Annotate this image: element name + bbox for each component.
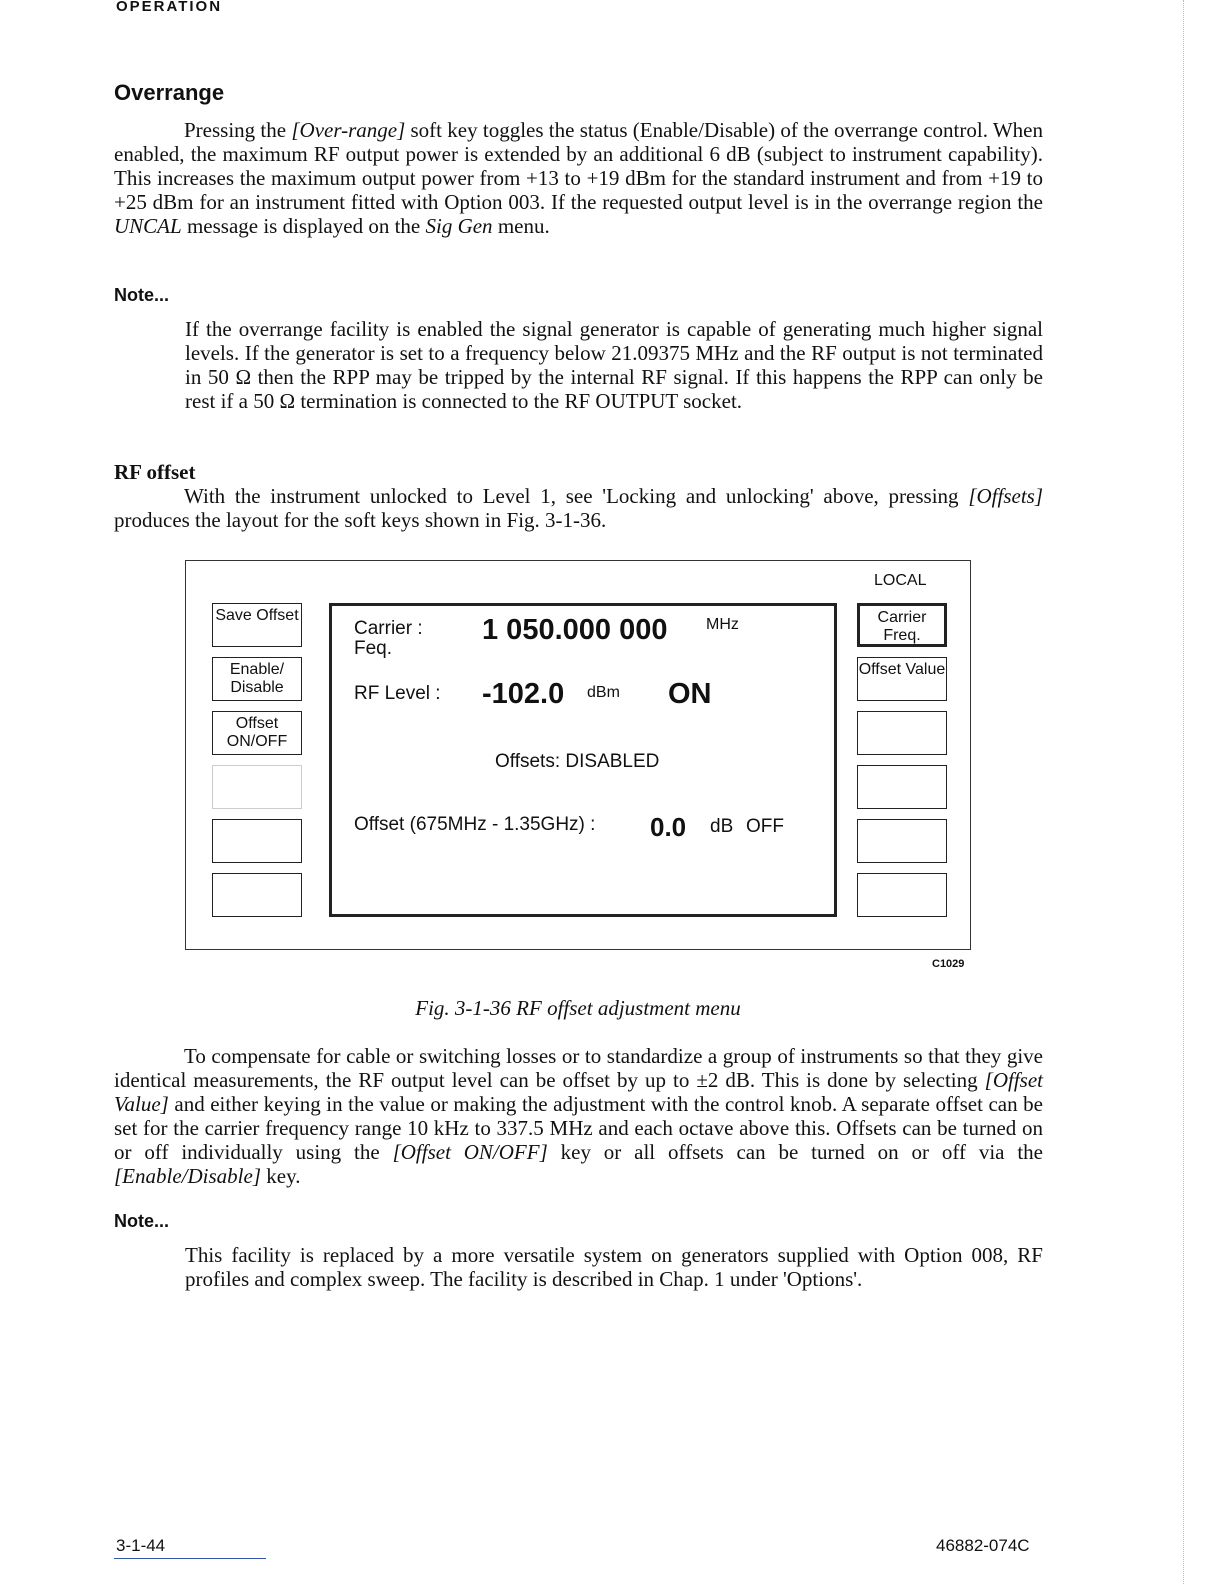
blank-softkey[interactable]	[857, 711, 947, 755]
text-run: With the instrument unlocked to Level 1, see 'Locking and unlocking' above, pressing	[184, 484, 969, 508]
figure-caption: Fig. 3-1-36 RF offset adjustment menu	[415, 996, 741, 1020]
enable-disable-ref: [Enable/Disable]	[114, 1164, 261, 1188]
text-run: Pressing the	[184, 118, 292, 142]
rf-offset-paragraph	[114, 484, 1043, 532]
text-run: message is displayed on the	[181, 214, 426, 238]
text-run: key.	[261, 1164, 301, 1188]
rf-output-state: ON	[668, 678, 712, 710]
text-run: To compensate for cable or switching losses or to standardize a group of instruments so that they give identical measurements, the RF output level can be offset by up to ±2 dB. This is done by selecting	[114, 1044, 1043, 1092]
figure-code: C1029	[932, 958, 965, 970]
display-screen	[329, 603, 837, 917]
overrange-paragraph	[114, 118, 1043, 238]
note-label: Note...	[114, 285, 170, 305]
carrier-frequency-value: 1 050.000 000	[482, 614, 668, 646]
offset-value: 0.0	[650, 812, 687, 842]
compensate-paragraph	[114, 1044, 1043, 1188]
note-text: If the overrange facility is enabled the signal generator is capable of generating much higher signal levels. If the generator is set to a frequency below 21.09375 MHz and the RF output is not terminated in 50 Ω then the RPP may be tripped by the internal RF signal. If this happens the RPP can only be rest if a 50 Ω termination is connected to the RF OUTPUT socket.	[185, 317, 1043, 413]
document-number: 46882-074C	[936, 1536, 1030, 1555]
offset-value-ref: [Offset Value]	[114, 1068, 1043, 1116]
offset-on-off-softkey[interactable]: Offset ON/OFF	[212, 711, 302, 755]
sig-gen-ref: Sig Gen	[425, 214, 493, 238]
section-title-overrange: Overrange	[114, 80, 225, 105]
scan-edge	[1183, 0, 1185, 1584]
blank-softkey[interactable]	[857, 819, 947, 863]
blank-softkey[interactable]	[212, 765, 302, 809]
offset-value-softkey[interactable]: Offset Value	[857, 657, 947, 701]
note-label: Note...	[114, 1211, 170, 1231]
offset-on-off-ref: [Offset ON/OFF]	[392, 1140, 548, 1164]
footer-rule	[114, 1558, 266, 1559]
rf-level-value: -102.0	[482, 678, 565, 710]
text-run: and either keying in the value or making the adjustment with the control knob. A separate offset can be set for the carrier frequency range 10 kHz to 337.5 MHz and each octave above this. Offsets can be turned on or off individually using the	[114, 1092, 1043, 1164]
offsets-softkey-ref: [Offsets]	[968, 484, 1043, 508]
page-number: 3-1-44	[116, 1536, 166, 1555]
blank-softkey[interactable]	[212, 873, 302, 917]
local-indicator: LOCAL	[874, 572, 927, 589]
carrier-label: Carrier :	[354, 618, 423, 639]
rf-level-unit: dBm	[587, 684, 620, 701]
offset-state: OFF	[746, 816, 784, 837]
text-run: produces the layout for the soft keys shown in Fig. 3-1-36.	[114, 508, 607, 532]
overrange-softkey-ref: [Over-range]	[291, 118, 406, 142]
carrier-label-2: Feq.	[354, 638, 393, 659]
blank-softkey[interactable]	[857, 765, 947, 809]
offset-unit: dB	[710, 816, 734, 837]
text-run: soft key toggles the status (Enable/Disable) of the overrange control. When enabled, the maximum RF output power is extended by an additional 6 dB (subject to instrument capability). This increases the maximum output power from +13 to +19 dBm for the standard instrument and from +19 to +25 dBm for an instrument fitted with Option 003. If the requested output level is in the overrange region the	[114, 118, 1043, 214]
carrier-freq-softkey[interactable]: Carrier Freq.	[857, 603, 947, 647]
save-offset-softkey[interactable]: Save Offset	[212, 603, 302, 647]
blank-softkey[interactable]	[212, 819, 302, 863]
text-run: menu.	[492, 214, 550, 238]
enable-disable-softkey[interactable]: Enable/ Disable	[212, 657, 302, 701]
blank-softkey[interactable]	[857, 873, 947, 917]
rf-level-label: RF Level :	[354, 683, 441, 704]
running-head: OPERATION	[116, 0, 223, 12]
offset-range-label: Offset (675MHz - 1.35GHz) :	[354, 814, 596, 835]
offset-menu-figure	[185, 560, 971, 950]
carrier-frequency-unit: MHz	[706, 616, 739, 633]
note-text: This facility is replaced by a more versatile system on generators supplied with Option 008, RF profiles and complex sweep. The facility is described in Chap. 1 under 'Options'.	[185, 1243, 1043, 1291]
uncal-ref: UNCAL	[114, 214, 182, 238]
offsets-status: Offsets: DISABLED	[495, 751, 660, 772]
section-title-rf-offset: RF offset	[114, 460, 196, 484]
text-run: key or all offsets can be turned on or off via the	[547, 1140, 1043, 1164]
